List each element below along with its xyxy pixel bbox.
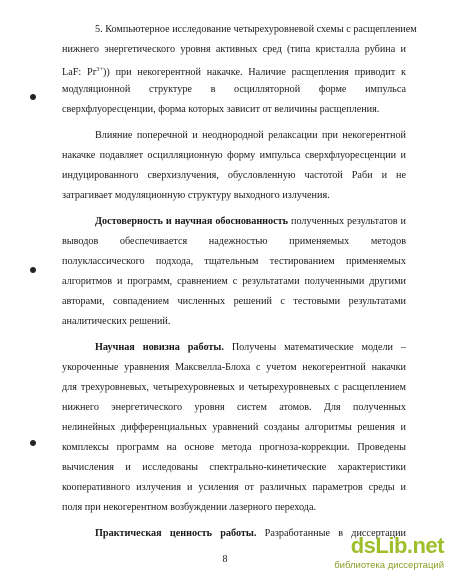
- margin-mark: [30, 267, 36, 273]
- text-line: [95, 215, 406, 228]
- bold-heading-practical: Практическая ценность работы.: [95, 528, 257, 539]
- text-line: поля при некогерентном возбуждении лазерного перехода.: [62, 502, 317, 513]
- text-line: нижнего энергетического уровня активных сред (типа кристалла рубина и: [62, 44, 406, 55]
- text-line: [95, 341, 406, 354]
- text-line: для трехуровневых, четырехуровневых и четырехуровневых с расщеплением: [62, 382, 406, 393]
- text-line: авторами, совпадением численных решений с тестовыми результатами: [62, 296, 406, 307]
- text-line: накачке подавляет осцилляционную форму импульса сверхфлуоресценции и: [62, 150, 406, 161]
- text-line: нижнего энергетического уровня систем атомов. Для полученных: [62, 402, 406, 413]
- page-number: 8: [222, 554, 228, 565]
- text-line: аналитических решений.: [62, 316, 171, 327]
- bold-heading-reliability: Достоверность и научная обоснованность: [95, 216, 289, 227]
- text-line: нелинейных дифференциальных уравнений созданы алгоритмы решения и: [62, 422, 406, 433]
- bold-heading-novelty: Научная новизна работы.: [95, 342, 224, 353]
- margin-mark: [30, 440, 36, 446]
- text-line: модуляционной структуре в осцилляторной форме импульса: [62, 84, 406, 95]
- watermark-logo: dsLib.net: [350, 533, 444, 558]
- text-line: [62, 63, 406, 79]
- formula-superscript: 3+: [96, 66, 104, 73]
- text-line: индуцированного сверхизлучения, обусловленную частотой Раби и не: [62, 170, 406, 181]
- text-line: затрагивает модуляционную структуру выходного излучения.: [62, 190, 330, 201]
- text-line: алгоритмов и программ, сравнением с результатами полученными другими: [62, 276, 406, 287]
- text-rest: Разработанные в диссертации: [256, 528, 406, 539]
- text-rest: Получены математические модели –: [223, 342, 406, 353]
- margin-mark: [30, 94, 36, 100]
- text-line: полуклассического подхода, тщательным тестированием применяемых: [62, 256, 406, 267]
- text-rest: полученных результатов и: [288, 216, 406, 227]
- watermark[interactable]: [322, 533, 444, 577]
- text-line: вычисления и исследованы спектрально-кинетические характеристики: [62, 462, 406, 473]
- text-line: комплексы программ на основе метода прогноза-коррекции. Проведены: [62, 442, 406, 453]
- text-line: укороченные уравнения Максвелла-Блоха с учетом некогерентной накачки: [62, 362, 406, 373]
- text-line: сверхфлуоресценции, форма которых зависит от величины расщепления.: [62, 104, 380, 115]
- text-line: выводов обеспечивается надежностью применяемых методов: [62, 236, 406, 247]
- text-line: кооперативного излучения и усиления от различных параметров среды и: [62, 482, 406, 493]
- text-line: 5. Компьютерное исследование четырехуровневой схемы с расщеплением: [95, 24, 417, 35]
- formula-rest: )) при некогерентной накачке. Наличие расщепления приводит к: [103, 67, 406, 78]
- formula-text: LaF: Pr: [62, 67, 97, 78]
- watermark-tagline: библиотека диссертаций: [334, 560, 444, 571]
- text-line: Влияние поперечной и неоднородной релаксации при некогерентной: [95, 130, 406, 141]
